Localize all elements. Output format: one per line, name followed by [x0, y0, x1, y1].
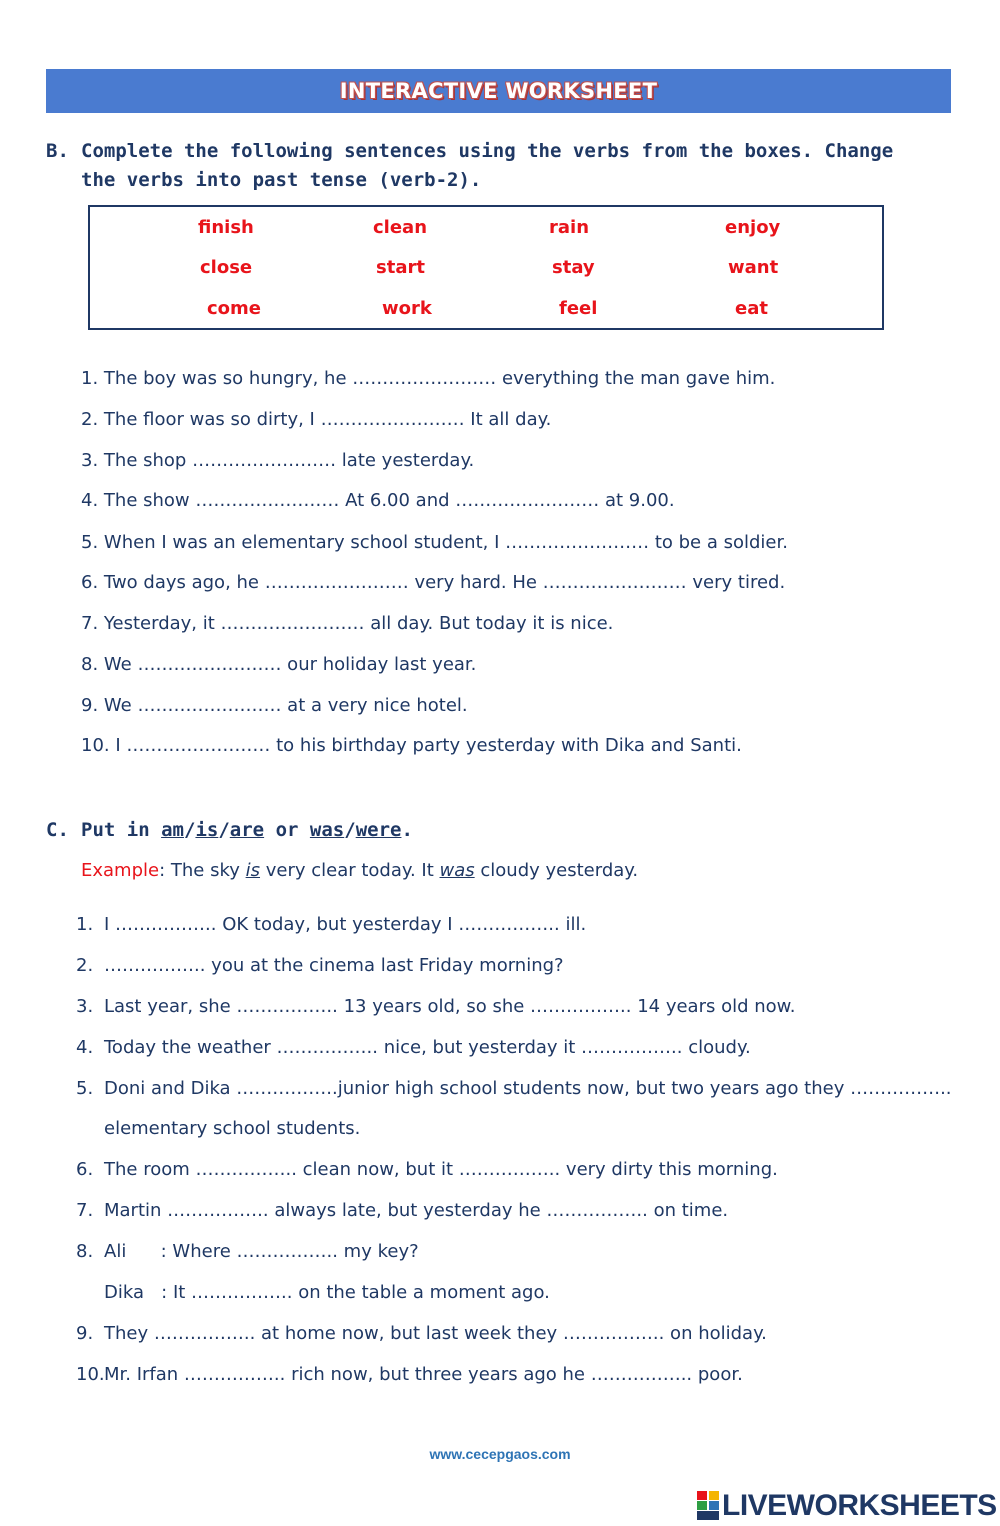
section-c-letter: C. [46, 819, 69, 841]
question-b-5: 5. When I was an elementary school student, I …………………… to be a soldier. [81, 532, 788, 553]
verb-word: feel [559, 298, 598, 319]
question-b-1: 1. The boy was so hungry, he …………………… everything the man gave him. [81, 368, 776, 389]
liveworksheets-logo-icon [697, 1491, 719, 1521]
question-b-9: 9. We …………………… at a very nice hotel. [81, 695, 468, 716]
verb-word: eat [735, 298, 768, 319]
section-b-letter: B. [46, 140, 69, 162]
verb-word: start [376, 257, 425, 278]
question-b-6: 6. Two days ago, he …………………… very hard. He …………………… very tired. [81, 572, 786, 593]
question-b-4: 4. The show …………………… At 6.00 and …………………… at 9.00. [81, 490, 675, 511]
verb-word: come [207, 298, 261, 319]
verb-word: enjoy [725, 217, 781, 238]
verb-word: close [200, 257, 253, 278]
question-c-3: 3. Last year, she …………….. 13 years old, so she …………….. 14 years old now. [76, 996, 796, 1017]
example-label: Example [81, 860, 160, 881]
header-banner [46, 69, 951, 113]
question-c-2: 2. …………….. you at the cinema last Friday morning? [76, 955, 564, 976]
verb-word: stay [552, 257, 595, 278]
verb-word: clean [373, 217, 428, 238]
verb-word: rain [549, 217, 590, 238]
verb-word: work [382, 298, 432, 319]
section-c-instruction: Put in am/is/are or was/were. [81, 819, 413, 841]
liveworksheets-brand: LIVEWORKSHEETS [722, 1489, 997, 1522]
question-b-2: 2. The floor was so dirty, I …………………… It all day. [81, 409, 552, 430]
question-c-4: 4. Today the weather …………….. nice, but yesterday it …………….. cloudy. [76, 1037, 751, 1058]
question-c-5-cont: elementary school students. [104, 1118, 361, 1139]
section-c-heading [46, 816, 413, 845]
question-c-5: 5. Doni and Dika ……………..junior high school students now, but two years ago they …………….. [76, 1078, 952, 1099]
page-title: INTERACTIVE WORKSHEET [339, 79, 658, 103]
liveworksheets-logo[interactable] [697, 1486, 997, 1526]
footer-website-link[interactable]: www.cecepgaos.com [429, 1446, 571, 1462]
section-b-heading [46, 137, 894, 191]
question-b-8: 8. We …………………… our holiday last year. [81, 654, 477, 675]
verb-box [88, 205, 884, 330]
question-b-10: 10. I …………………… to his birthday party yesterday with Dika and Santi. [81, 735, 742, 756]
question-b-7: 7. Yesterday, it …………………… all day. But today it is nice. [81, 613, 614, 634]
verb-word: finish [198, 217, 254, 238]
verb-word: want [728, 257, 779, 278]
question-c-8-reply: Dika : It …………….. on the table a moment ago. [104, 1282, 550, 1303]
example-line: Example: The sky is very clear today. It was cloudy yesterday. [81, 860, 639, 881]
question-c-1: 1. I …………….. OK today, but yesterday I …………….. ill. [76, 914, 587, 935]
question-c-8: 8. Ali : Where …………….. my key? [76, 1241, 419, 1262]
question-b-3: 3. The shop …………………… late yesterday. [81, 450, 475, 471]
question-c-7: 7. Martin …………….. always late, but yesterday he …………….. on time. [76, 1200, 729, 1221]
question-c-6: 6. The room …………….. clean now, but it …………….. very dirty this morning. [76, 1159, 778, 1180]
section-b-instruction: Complete the following sentences using the verbs from the boxes. Change the verbs into past tense (verb-2). [81, 140, 894, 191]
question-c-9: 9. They …………….. at home now, but last week they …………….. on holiday. [76, 1323, 767, 1344]
question-c-10: 10.Mr. Irfan …………….. rich now, but three years ago he …………….. poor. [76, 1364, 743, 1385]
